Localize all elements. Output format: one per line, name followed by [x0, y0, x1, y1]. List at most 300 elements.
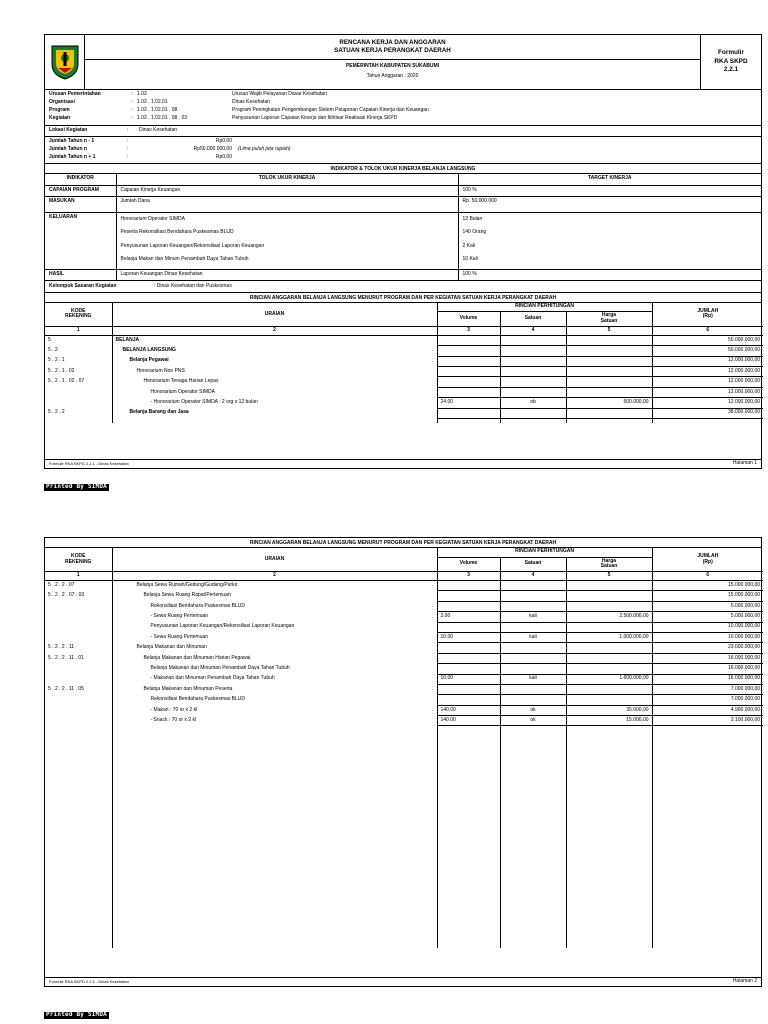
- column-number: 4: [500, 572, 566, 581]
- line-description: Honorarium Tenaga Harian Lepas: [112, 377, 437, 387]
- volume-value: [437, 377, 500, 387]
- unit-value: [500, 664, 566, 674]
- volume-value: 10.00: [437, 674, 500, 684]
- volume-value: [437, 684, 500, 694]
- target-group-row: [45, 281, 761, 293]
- info-row-kegiatan: [49, 115, 757, 123]
- info-desc: Program Peningkatan Pengembangan Sistem Pelaporan Capaian Kinerja dan Keuangan: [232, 107, 429, 114]
- account-code: [45, 674, 112, 684]
- keluaran-target-list: [458, 212, 761, 269]
- colon-separator: :: [131, 107, 133, 114]
- line-description: - Makan : 70 or x 2 kl: [112, 705, 437, 715]
- account-code: 5 . 2 . 2 . 07 . 03: [45, 591, 112, 601]
- budget-amount: Rp50.000.000,00: [193, 146, 232, 153]
- colon-separator: :: [127, 146, 129, 153]
- budget-summary: [45, 137, 761, 164]
- footer-form-label: Formulir RKA SKPD 2.2.1 - Dinas Kesehatan: [49, 460, 129, 466]
- account-code: 5 . 2: [45, 346, 112, 356]
- harga-label: Harga: [601, 557, 617, 564]
- unit-value: [500, 622, 566, 632]
- table-row: [45, 408, 763, 418]
- unit-value: [500, 653, 566, 663]
- unit-price-value: [566, 408, 652, 418]
- table-row: [45, 367, 763, 377]
- harga-satuan-header: [566, 312, 652, 327]
- budget-amount: Rp0,00: [215, 138, 232, 145]
- printed-by-stamp: Printed By SIMDA: [46, 1011, 107, 1018]
- table-row: [45, 387, 763, 397]
- unit-price-value: [566, 591, 652, 601]
- account-code: [45, 632, 112, 642]
- unit-value: [500, 581, 566, 591]
- unit-value: ok: [500, 716, 566, 726]
- line-description: - Sewa Ruang Pertemuan: [112, 612, 437, 622]
- table-row: [45, 643, 763, 653]
- account-code: [45, 705, 112, 715]
- target-col-header: TARGET KINERJA: [458, 174, 761, 185]
- unit-value: [500, 643, 566, 653]
- table-row: [45, 356, 763, 366]
- empty-cell: [566, 726, 652, 948]
- info-code: 1.02 . 1.02.01 . 08: [137, 107, 178, 114]
- detail-rows: [45, 335, 763, 422]
- table-row: [45, 653, 763, 663]
- unit-price-value: 1.600.000,00: [566, 674, 652, 684]
- unit-value: [500, 601, 566, 611]
- account-code: 5 . 2 . 2 . 11 . 05: [45, 684, 112, 694]
- target-value: 100 %: [458, 269, 761, 280]
- rincian-perhitungan-header: RINCIAN PERHITUNGAN: [437, 548, 652, 557]
- line-amount: 10.000.000,00: [652, 632, 763, 642]
- line-amount: 5.000.000,00: [652, 601, 763, 611]
- info-desc: Penyusunan Laporan Capaian Kinerja dan Ikhtisar Realisasi Kinerja SKPD: [232, 115, 398, 122]
- line-description: - Sewa Ruang Pertemuan: [112, 632, 437, 642]
- volume-value: 2.00: [437, 612, 500, 622]
- unit-price-value: 2.500.000,00: [566, 612, 652, 622]
- empty-cell: [437, 726, 500, 948]
- table-row: [45, 705, 763, 715]
- account-code: [45, 695, 112, 705]
- line-amount: 12.000.000,00: [652, 398, 763, 408]
- unit-value: [500, 346, 566, 356]
- info-row-urusan: [49, 91, 757, 99]
- unit-price-value: [566, 367, 652, 377]
- info-code: 1.02 . 1.02.01: [137, 99, 168, 106]
- document-title-block: [85, 35, 701, 89]
- unit-price-value: [566, 377, 652, 387]
- column-number: 6: [652, 572, 763, 581]
- table-row: [45, 601, 763, 611]
- unit-value: [500, 367, 566, 377]
- target-value: 100 %: [458, 185, 761, 196]
- location-row: [45, 126, 761, 137]
- tolok-value: Jumlah Dana: [116, 196, 458, 212]
- kode-label: KODE: [71, 552, 86, 559]
- target-group-label: Kelompok Sasaran Kegiatan: [49, 282, 117, 289]
- unit-value: [500, 408, 566, 418]
- line-description: Penyusunan Laporan Keuangan/Rekonsiliasi Laporan Keuangan: [112, 622, 437, 632]
- tolok-value: Belanja Makan dan Minum Penambah Daya Tahan Tubuh: [120, 256, 249, 263]
- line-amount: 10.000.000,00: [652, 622, 763, 632]
- page-footer: [45, 459, 761, 468]
- unit-price-value: [566, 695, 652, 705]
- account-code: 5 . 2 . 1: [45, 356, 112, 366]
- keluaran-tolok-list: [116, 212, 458, 269]
- kode-label: KODE: [71, 307, 86, 314]
- line-amount: 12.000.000,00: [652, 387, 763, 397]
- table-row: [45, 398, 763, 408]
- tolok-value: Capaian Kinerja Keuangan: [116, 185, 458, 196]
- table-row: [45, 695, 763, 705]
- jumlah-header: [652, 303, 763, 327]
- column-number: 5: [566, 326, 652, 335]
- printed-by-stamp: Printed By SIMDA: [46, 483, 107, 490]
- footer-form-label: Formulir RKA SKPD 2.2.1 - Dinas Kesehatan: [49, 978, 129, 984]
- line-amount: 7.000.000,00: [652, 684, 763, 694]
- sukabumi-crest-icon: [50, 44, 80, 80]
- info-code: 1.02 . 1.02.01 . 08 . 03: [137, 115, 188, 122]
- indicator-label: MASUKAN: [45, 196, 116, 212]
- info-code: 1.02: [137, 91, 147, 98]
- info-label: Program: [49, 107, 70, 114]
- unit-value: [500, 591, 566, 601]
- jumlah-unit: (Rp): [702, 313, 713, 320]
- regency-logo: [45, 35, 85, 89]
- info-label: Kegiatan: [49, 115, 71, 122]
- unit-value: kali: [500, 632, 566, 642]
- column-number: 2: [112, 572, 437, 581]
- table-row: [45, 684, 763, 694]
- line-amount: 38.000.000,00: [652, 408, 763, 418]
- rekening-label: REKENING: [65, 313, 92, 320]
- colon-separator: :: [131, 99, 133, 106]
- page-footer: [45, 977, 761, 986]
- table-filler-row: [45, 419, 763, 423]
- title-line-1: RENCANA KERJA DAN ANGGARAN: [339, 39, 446, 46]
- table-row: [45, 674, 763, 684]
- column-number: 4: [500, 326, 566, 335]
- unit-price-value: [566, 684, 652, 694]
- empty-cell: [500, 419, 566, 423]
- unit-value: [500, 377, 566, 387]
- tolok-value: Penyusunan Laporan Keuangan/Rekonsiliasi Laporan Keuangan: [120, 242, 265, 249]
- volume-value: [437, 591, 500, 601]
- volume-value: 140.00: [437, 705, 500, 715]
- volume-header: Volume: [437, 557, 500, 572]
- line-amount: 16.000.000,00: [652, 664, 763, 674]
- line-amount: 23.000.000,00: [652, 643, 763, 653]
- account-code: 5 . 2 . 2 . 07: [45, 581, 112, 591]
- column-number: 1: [45, 326, 112, 335]
- detail-rows: [45, 581, 763, 948]
- document-title: [85, 35, 700, 60]
- rincian-perhitungan-header: RINCIAN PERHITUNGAN: [437, 303, 652, 312]
- satuan-header: Satuan: [500, 557, 566, 572]
- unit-price-value: 1.000.000,00: [566, 632, 652, 642]
- unit-value: [500, 335, 566, 345]
- budget-row-prev: [49, 138, 757, 146]
- column-number-row: [45, 326, 763, 335]
- unit-price-value: 35.000,00: [566, 705, 652, 715]
- line-description: Belanja Barang dan Jasa: [112, 408, 437, 418]
- column-number: 1: [45, 572, 112, 581]
- unit-price-value: [566, 387, 652, 397]
- volume-value: [437, 601, 500, 611]
- empty-cell: [500, 726, 566, 948]
- line-description: BELANJA: [112, 335, 437, 345]
- column-number: 5: [566, 572, 652, 581]
- jumlah-label: JUMLAH: [697, 307, 719, 314]
- document-page-2: [44, 537, 762, 987]
- empty-cell: [652, 419, 763, 423]
- budget-amount: Rp0,00: [215, 154, 232, 161]
- column-number: 3: [437, 572, 500, 581]
- uraian-header: URAIAN: [112, 548, 437, 572]
- empty-cell: [45, 419, 112, 423]
- unit-value: kali: [500, 612, 566, 622]
- line-amount: 12.000.000,00: [652, 377, 763, 387]
- target-value: 10 Kali: [462, 256, 478, 263]
- kode-rekening-header: [45, 303, 112, 327]
- unit-value: [500, 356, 566, 366]
- line-amount: 12.000.000,00: [652, 367, 763, 377]
- form-label: Formulir: [718, 49, 744, 57]
- line-amount: 50.000.000,00: [652, 335, 763, 345]
- volume-value: [437, 408, 500, 418]
- account-code: [45, 601, 112, 611]
- activity-info: [45, 90, 761, 126]
- jumlah-label: JUMLAH: [697, 552, 719, 559]
- unit-price-value: 500.000,00: [566, 398, 652, 408]
- target-value: 140 Orang: [462, 229, 487, 236]
- account-code: 5 . 2 . 2 . 11 . 01: [45, 653, 112, 663]
- line-amount: 12.000.000,00: [652, 356, 763, 366]
- account-code: 5: [45, 335, 112, 345]
- volume-value: [437, 653, 500, 663]
- jumlah-unit: (Rp): [702, 558, 713, 565]
- volume-value: [437, 356, 500, 366]
- line-description: Belanja Makanan dan Minuman Peserta: [112, 684, 437, 694]
- empty-cell: [652, 726, 763, 948]
- table-row: [45, 346, 763, 356]
- unit-value: [500, 695, 566, 705]
- page-number: Halaman 2: [732, 978, 757, 985]
- line-amount: 5.000.000,00: [652, 612, 763, 622]
- volume-value: 140.00: [437, 716, 500, 726]
- form-code-block: [701, 35, 761, 89]
- info-desc: Dinas Kesehatan: [232, 99, 271, 106]
- account-code: [45, 664, 112, 674]
- budget-label: Jumlah Tahun n + 1: [49, 154, 96, 161]
- table-row: [45, 591, 763, 601]
- government-name: PEMERINTAH KABUPATEN SUKABUMI: [345, 63, 440, 69]
- line-description: Rekonsiliasi Bendahara Puskesmas BLUD: [112, 695, 437, 705]
- unit-price-value: 15.000,00: [566, 716, 652, 726]
- indicator-row-capaian: [45, 185, 761, 196]
- line-amount: 16.000.000,00: [652, 674, 763, 684]
- indicator-header-row: [45, 174, 761, 185]
- empty-cell: [112, 726, 437, 948]
- indicator-section-title: INDIKATOR & TOLOK UKUR KINERJA BELANJA LANGSUNG: [45, 164, 761, 174]
- unit-price-value: [566, 581, 652, 591]
- satuan-header: Satuan: [500, 312, 566, 327]
- volume-value: [437, 335, 500, 345]
- colon-separator: :: [131, 115, 133, 122]
- target-value: 2 Kali: [462, 242, 476, 249]
- line-description: Rekonsiliasi Bendahara Puskesmas BLUD: [112, 601, 437, 611]
- rekening-label: REKENING: [65, 558, 92, 565]
- table-row: [45, 612, 763, 622]
- budget-detail-title: RINCIAN ANGGARAN BELANJA LANGSUNG MENURUT PROGRAM DAN PER KEGIATAN SATUAN KERJA PERANGKAT DAERAH: [45, 538, 761, 548]
- colon-separator: :: [127, 154, 129, 161]
- budget-label: Jumlah Tahun n: [49, 146, 87, 153]
- table-row: [45, 716, 763, 726]
- indicator-col-header: INDIKATOR: [45, 174, 116, 185]
- info-label: Organisasi: [49, 99, 75, 106]
- indicator-row-masukan: [45, 196, 761, 212]
- volume-value: [437, 622, 500, 632]
- line-description: - Makanan dan Minuman Penambah Daya Tahan Tubuh: [112, 674, 437, 684]
- budget-row-next: [49, 154, 757, 162]
- info-row-organisasi: [49, 99, 757, 107]
- account-code: [45, 398, 112, 408]
- info-desc: Urusan Wajib Pelayanan Dasar Kesehatan: [232, 91, 327, 98]
- unit-value: kali: [500, 674, 566, 684]
- empty-cell: [112, 419, 437, 423]
- volume-value: [437, 581, 500, 591]
- indicator-label: HASIL: [45, 269, 116, 280]
- line-description: - Snack : 70 or x 2 kl: [112, 716, 437, 726]
- tolok-value: Honorarium Operator SIMDA: [120, 215, 185, 222]
- form-number: 2.2.1: [723, 66, 739, 74]
- budget-detail-table: [45, 548, 763, 948]
- table-row: [45, 664, 763, 674]
- line-description: Belanja Makanan dan Minuman: [112, 643, 437, 653]
- line-amount: 4.900.000,00: [652, 705, 763, 715]
- page-number: Halaman 1: [732, 460, 757, 467]
- account-code: 5 . 2 . 1 . 02: [45, 367, 112, 377]
- location-value: Dinas Kesehatan: [139, 127, 178, 134]
- column-number-row: [45, 572, 763, 581]
- harga-label: Harga: [601, 312, 617, 319]
- line-description: Honorarium Non PNS: [112, 367, 437, 377]
- line-description: Belanja Sewa Ruang Rapat/Pertemuan: [112, 591, 437, 601]
- volume-value: [437, 643, 500, 653]
- empty-cell: [45, 726, 112, 948]
- volume-value: [437, 664, 500, 674]
- form-name: RKA SKPD: [714, 57, 748, 65]
- unit-price-value: [566, 622, 652, 632]
- line-amount: 2.100.000,00: [652, 716, 763, 726]
- uraian-header: URAIAN: [112, 303, 437, 327]
- unit-price-value: [566, 653, 652, 663]
- column-number: 2: [112, 326, 437, 335]
- document-page-1: [44, 34, 762, 469]
- account-code: [45, 612, 112, 622]
- volume-value: [437, 346, 500, 356]
- budget-row-current: [49, 146, 757, 154]
- unit-price-value: [566, 356, 652, 366]
- table-filler-row: [45, 726, 763, 948]
- detail-header-row: [45, 548, 763, 557]
- line-description: - Honorarium Operator SIMDA : 2 org x 12 bulan: [112, 398, 437, 408]
- unit-price-value: [566, 664, 652, 674]
- empty-cell: [437, 419, 500, 423]
- indicator-label: KELUARAN: [45, 212, 116, 269]
- budget-label: Jumlah Tahun n - 1: [49, 138, 95, 145]
- account-code: 5 . 2 . 1 . 02 . 07: [45, 377, 112, 387]
- government-block: [85, 60, 700, 89]
- volume-value: 10.00: [437, 632, 500, 642]
- line-description: Belanja Makanan dan Minuman Penambah Daya Tahan Tubuh: [112, 664, 437, 674]
- unit-price-value: [566, 335, 652, 345]
- tolok-value: Peserta Rekonsiliasi Bendahara Puskesmas BLUD: [120, 229, 234, 236]
- line-amount: 7.000.000,00: [652, 695, 763, 705]
- satuan-label: Satuan: [600, 563, 618, 570]
- line-description: Belanja Sewa Rumah/Gedung/Gudang/Parkir: [112, 581, 437, 591]
- table-row: [45, 335, 763, 345]
- target-value: 12 Bulan: [462, 215, 483, 222]
- line-description: Belanja Pegawai: [112, 356, 437, 366]
- kode-rekening-header: [45, 548, 112, 572]
- volume-header: Volume: [437, 312, 500, 327]
- volume-value: [437, 695, 500, 705]
- account-code: 5 . 2 . 2 . 11: [45, 643, 112, 653]
- budget-detail-title: RINCIAN ANGGARAN BELANJA LANGSUNG MENURUT PROGRAM DAN PER KEGIATAN SATUAN KERJA PERANGKAT DAERAH: [45, 293, 761, 303]
- target-group-value: : Dinas Kesehatan dan Puskesmas: [154, 282, 232, 289]
- indicator-row-keluaran: [45, 212, 761, 269]
- colon-separator: :: [127, 127, 129, 134]
- table-row: [45, 622, 763, 632]
- info-label: Urusan Pemerintahan: [49, 91, 101, 98]
- harga-satuan-header: [566, 557, 652, 572]
- unit-value: ob: [500, 398, 566, 408]
- indicator-label: CAPAIAN PROGRAM: [45, 185, 116, 196]
- document-header: [45, 35, 761, 90]
- location-label: Lokasi Kegiatan: [49, 127, 88, 134]
- line-amount: 15.000.000,00: [652, 591, 763, 601]
- satuan-label: Satuan: [600, 318, 618, 325]
- line-description: Belanja Makanan dan Minuman Harian Pegawai: [112, 653, 437, 663]
- amount-in-words: (Lima puluh juta rupiah): [238, 146, 291, 153]
- unit-price-value: [566, 346, 652, 356]
- unit-price-value: [566, 601, 652, 611]
- tolok-col-header: TOLOK UKUR KINERJA: [116, 174, 458, 185]
- volume-value: 24.00: [437, 398, 500, 408]
- target-value: Rp. 50.000.000: [458, 196, 761, 212]
- unit-price-value: [566, 643, 652, 653]
- table-row: [45, 377, 763, 387]
- account-code: [45, 716, 112, 726]
- column-number: 6: [652, 326, 763, 335]
- unit-value: ok: [500, 705, 566, 715]
- tolok-value: Laporan Keuangan Dinas Kesehatan: [116, 269, 458, 280]
- indicator-table: [45, 174, 761, 281]
- line-amount: 15.000.000,00: [652, 581, 763, 591]
- line-amount: 16.000.000,00: [652, 653, 763, 663]
- account-code: [45, 387, 112, 397]
- indicator-row-hasil: [45, 269, 761, 280]
- account-code: [45, 622, 112, 632]
- account-code: 5 . 2 . 2: [45, 408, 112, 418]
- table-row: [45, 632, 763, 642]
- line-description: BELANJA LANGSUNG: [112, 346, 437, 356]
- jumlah-header: [652, 548, 763, 572]
- budget-detail-table: [45, 303, 763, 423]
- column-number: 3: [437, 326, 500, 335]
- colon-separator: :: [131, 91, 133, 98]
- colon-separator: :: [127, 138, 129, 145]
